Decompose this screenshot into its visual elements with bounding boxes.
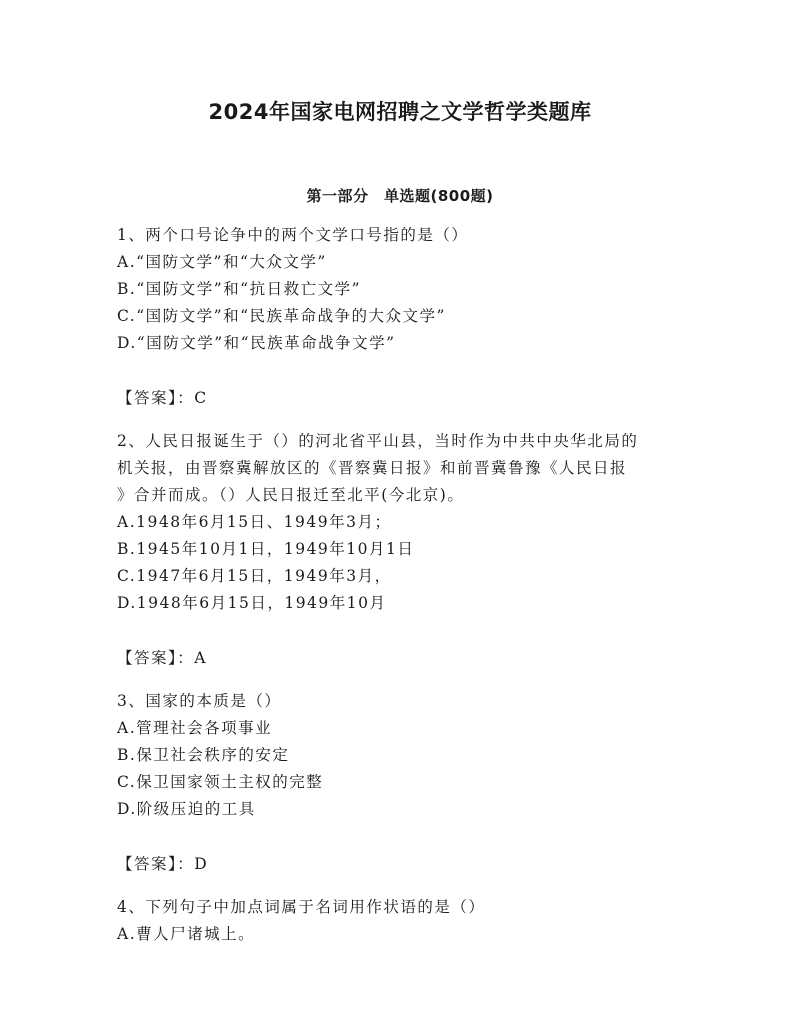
question-text-line: 》合并而成。（）人民日报迁至北平(今北京)。: [117, 486, 465, 504]
answer-line: [117, 645, 697, 672]
question-text-line: 3、国家的本质是（）: [117, 692, 282, 710]
option-c: C.保卫国家领土主权的完整: [117, 773, 324, 791]
answer-label: 【答案】：: [117, 649, 195, 667]
question-text-line: 2、人民日报诞生于（）的河北省平山县，当时作为中共中央华北局的: [117, 432, 639, 450]
option-b: B.保卫社会秩序的安定: [117, 746, 290, 764]
question-text: [117, 222, 697, 249]
question-block: [117, 688, 697, 878]
question-text: [117, 894, 697, 921]
answer-value: D: [194, 855, 209, 873]
option-b: B.1945年10月1日，1949年10月1日: [117, 540, 415, 558]
question-block: [117, 222, 697, 412]
option-a: A.“国防文学”和“大众文学”: [117, 253, 327, 271]
option-c: C.“国防文学”和“民族革命战争的大众文学”: [117, 307, 446, 325]
question-text-line: 机关报，由晋察冀解放区的《晋察冀日报》和前晋冀鲁豫《人民日报: [117, 459, 628, 477]
answer-line: [117, 385, 697, 412]
option-c: C.1947年6月15日，1949年3月，: [117, 567, 392, 585]
answer-line: [117, 851, 697, 878]
answer-label: 【答案】：: [117, 855, 195, 873]
question-block: [117, 894, 697, 948]
document-title: 2024年国家电网招聘之文学哲学类题库: [208, 100, 592, 124]
option-b: B.“国防文学”和“抗日救亡文学”: [117, 280, 362, 298]
answer-value: C: [194, 389, 208, 407]
question-text-line: 4、下列句子中加点词属于名词用作状语的是（）: [117, 898, 486, 916]
answer-label: 【答案】：: [117, 389, 195, 407]
option-d: D.1948年6月15日，1949年10月: [117, 594, 387, 612]
question-block: [117, 428, 697, 672]
question-text: [117, 688, 697, 715]
option-a: A.曹人尸诸城上。: [117, 925, 256, 943]
question-text: [117, 428, 697, 509]
question-list: [117, 222, 697, 948]
question-text-line: 1、两个口号论争中的两个文学口号指的是（）: [117, 226, 469, 244]
option-d: D.“国防文学”和“民族革命战争文学”: [117, 334, 396, 352]
option-a: A.1948年6月15日、1949年3月；: [117, 513, 392, 531]
option-d: D.阶级压迫的工具: [117, 800, 256, 818]
option-a: A.管理社会各项事业: [117, 719, 273, 737]
answer-value: A: [194, 649, 207, 667]
section-title: 第一部分 单选题(800题): [306, 187, 494, 205]
